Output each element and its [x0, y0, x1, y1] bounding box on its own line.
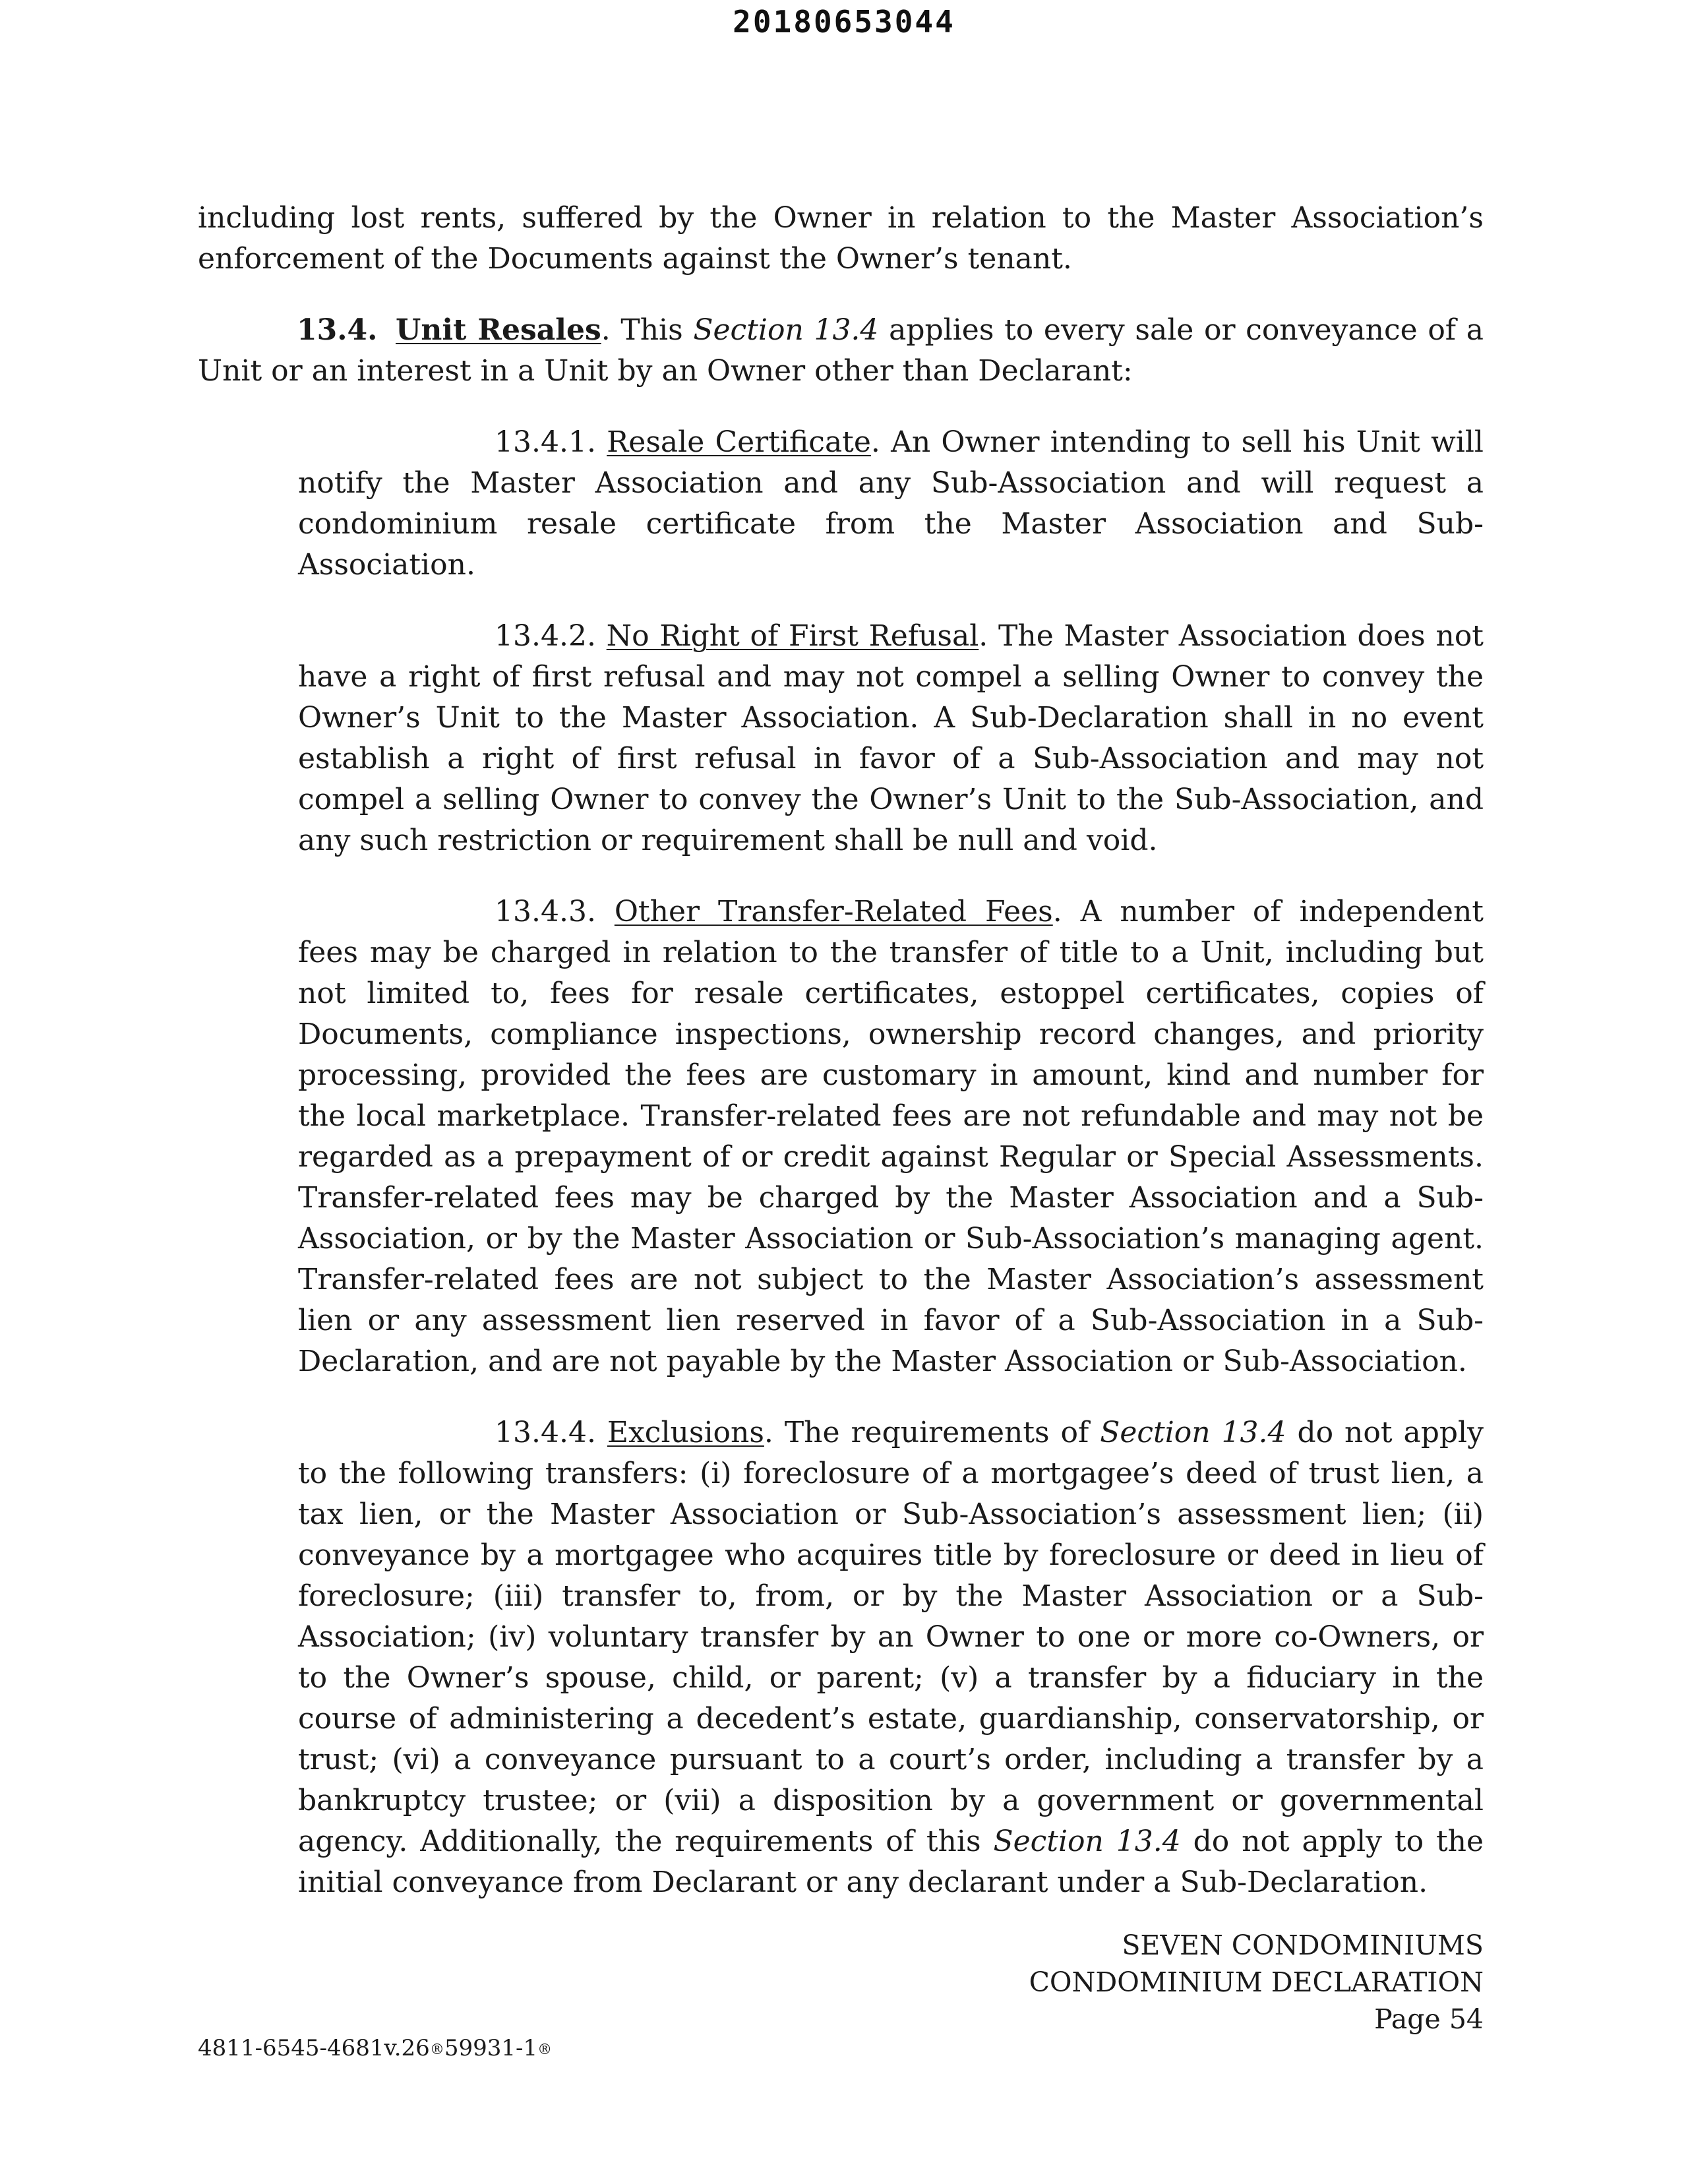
section-13-4-paragraph	[198, 310, 1484, 392]
registered-symbol-icon: ®	[429, 2042, 444, 2058]
subsection-13-4-1	[198, 422, 1484, 586]
subsection-text: . An Owner intending to sell his Unit will notify the Master Association and any Sub-Association and will request a condominium resale certificate from the Master Association and Sub-Association.	[298, 425, 1484, 582]
doc-id-part-2: 59931-1	[444, 2035, 538, 2061]
registered-symbol-icon: ®	[537, 2042, 553, 2058]
subsection-text-c: do not apply to the initial conveyance from Declarant or any declarant under a Sub-Declaration.	[298, 1825, 1484, 1899]
footer-line-1: SEVEN CONDOMINIUMS	[1122, 1929, 1484, 1961]
subsection-text: . A number of independent fees may be charged in relation to the transfer of title to a Unit, including but not limited to, fees for resale certificates, estoppel certificates, copies of Documents, compliance inspections, ownership record changes, and priority processing, provided the fees are customary in amount, kind and number for the local marketplace. Transfer-related fees are not refundable and may not be regarded as a prepayment of or credit against Regular or Special Assessments. Transfer-related fees may be charged by the Master Association and a Sub-Association, or by the Master Association or Sub-Association’s managing agent. Transfer-related fees are not subject to the Master Association’s assessment lien or any assessment lien reserved in favor of a Sub-Association in a Sub-Declaration, and are not payable by the Master Association or Sub-Association.	[298, 895, 1484, 1378]
section-title: Unit Resales	[396, 313, 601, 347]
section-text: applies to every sale or conveyance of a Unit or an interest in a Unit by an Owner other than Declarant:	[198, 313, 1484, 388]
subsection-number: 13.4.1.	[495, 425, 596, 459]
document-body	[198, 198, 1484, 1933]
subsection-title: Exclusions	[607, 1416, 764, 1449]
subsection-reference-a: Section 13.4	[1100, 1416, 1286, 1449]
subsection-13-4-2	[198, 616, 1484, 861]
section-reference: Section 13.4	[693, 313, 879, 347]
subsection-title: Other Transfer-Related Fees	[614, 895, 1053, 928]
subsection-reference-b: Section 13.4	[993, 1825, 1181, 1858]
subsection-number: 13.4.4.	[495, 1416, 596, 1449]
recording-number: 20180653044	[733, 4, 955, 40]
page-number: Page 54	[1374, 2003, 1484, 2035]
section-text-lead: . This	[601, 313, 694, 347]
doc-id-part-1: 4811-6545-4681v.26	[198, 2035, 430, 2061]
subsection-title: No Right of First Refusal	[606, 619, 979, 653]
footer-document-title	[1029, 1927, 1484, 2038]
subsection-13-4-4	[198, 1412, 1484, 1903]
subsection-number: 13.4.2.	[495, 619, 596, 653]
continuation-paragraph: including lost rents, suffered by the Owner in relation to the Master Association’s enforcement of the Documents against the Owner’s tenant.	[198, 201, 1484, 276]
subsection-text-a: . The requirements of	[764, 1416, 1100, 1449]
section-number: 13.4.	[297, 313, 378, 347]
subsection-13-4-3	[198, 892, 1484, 1382]
footer-line-2: CONDOMINIUM DECLARATION	[1029, 1966, 1484, 1998]
subsection-text: . The Master Association does not have a right of first refusal and may not compel a selling Owner to convey the Owner’s Unit to the Master Association. A Sub-Declaration shall in no event establish a right of first refusal in favor of a Sub-Association and may not compel a selling Owner to convey the Owner’s Unit to the Sub-Association, and any such restriction or requirement shall be null and void.	[298, 619, 1484, 857]
footer-document-id	[198, 2035, 552, 2061]
subsection-text-b: do not apply to the following transfers: (i) foreclosure of a mortgagee’s deed of trust lien, a tax lien, or the Master Association or Sub-Association’s assessment lien; (ii) conveyance by a mortgagee who acquires title by foreclosure or deed in lieu of foreclosure; (iii) transfer to, from, or by the Master Association or a Sub-Association; (iv) voluntary transfer by an Owner to one or more co-Owners, or to the Owner’s spouse, child, or parent; (v) a transfer by a fiduciary in the course of administering a decedent’s estate, guardianship, conservatorship, or trust; (vi) a conveyance pursuant to a court’s order, including a transfer by a bankruptcy trustee; or (vii) a disposition by a government or governmental agency. Additionally, the requirements of this	[298, 1416, 1484, 1858]
subsection-number: 13.4.3.	[495, 895, 596, 928]
subsection-title: Resale Certificate	[607, 425, 871, 459]
